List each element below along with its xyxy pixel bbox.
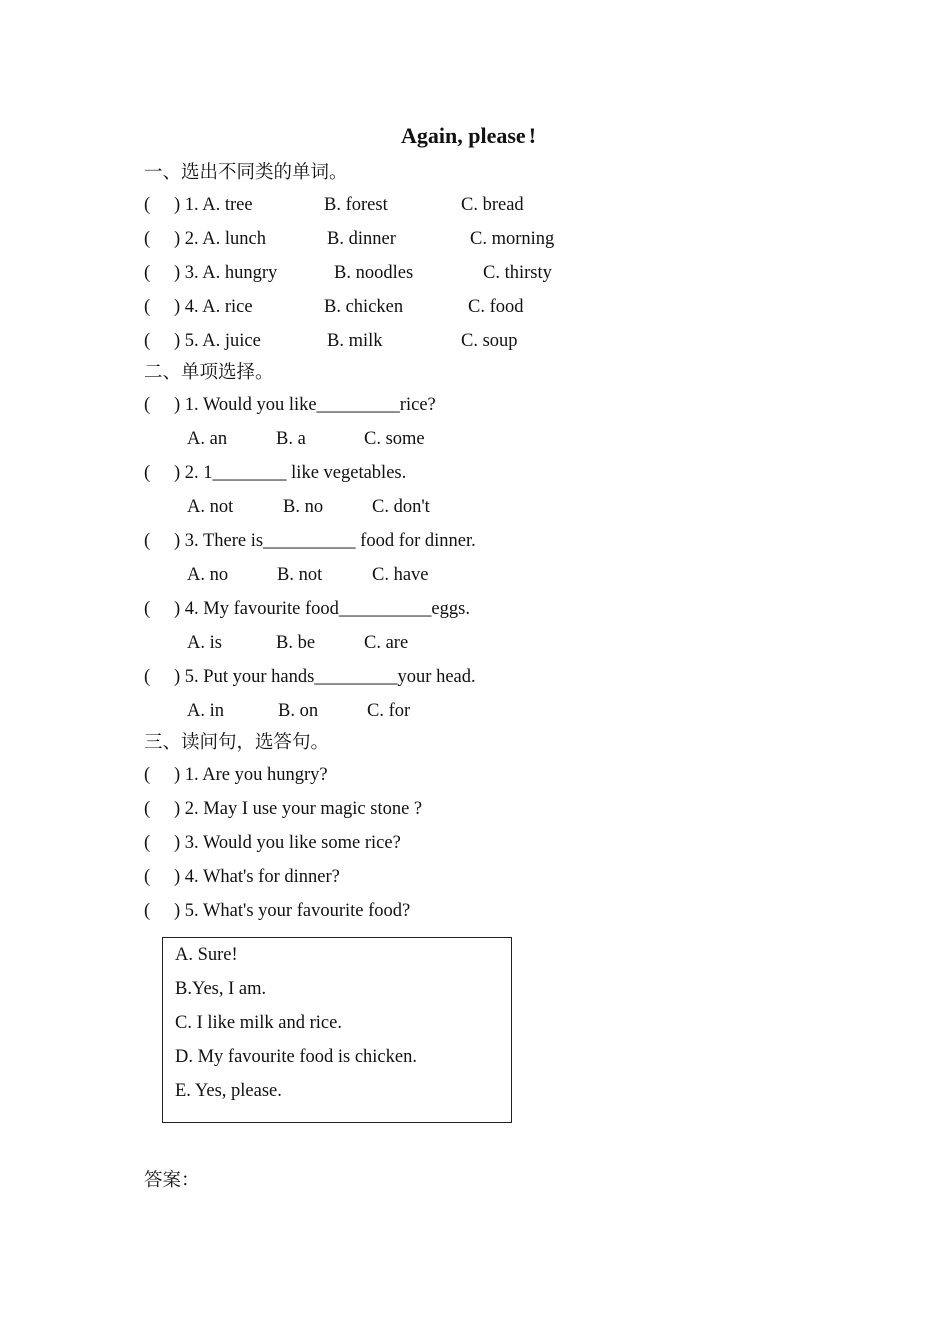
answer-label: 答案：: [144, 1171, 200, 1191]
answer-paren: (: [144, 229, 151, 249]
section-2-heading: 二、单项选择。: [144, 363, 274, 383]
section-3-heading: 三、读问句，选答句。: [144, 733, 330, 753]
title-text: Again, please: [401, 123, 526, 148]
question-text: ) 1. A. tree: [174, 195, 253, 215]
question-text: ) 5. What's your favourite food?: [174, 901, 411, 921]
option-b: B. forest: [324, 195, 388, 215]
option-c: C. food: [468, 297, 524, 317]
option-c: C. are: [364, 633, 409, 653]
option-b: B. on: [278, 701, 319, 721]
answer-paren: (: [144, 297, 151, 317]
answer-paren: (: [144, 599, 151, 619]
option-c: C. don't: [372, 497, 430, 517]
answer-paren: (: [144, 667, 151, 687]
question-text: ) 4. A. rice: [174, 297, 253, 317]
question-text: ) 3. Would you like some rice?: [174, 833, 401, 853]
option-b: B. milk: [327, 331, 383, 351]
option-b: B. be: [276, 633, 316, 653]
option-c: C. for: [367, 701, 411, 721]
question-text: ) 1. Would you like_________rice?: [174, 395, 436, 415]
question-text: ) 5. Put your hands_________your head.: [174, 667, 476, 687]
option-c: C. thirsty: [483, 263, 552, 283]
option-c: C. soup: [461, 331, 518, 351]
question-text: ) 5. A. juice: [174, 331, 261, 351]
option-a: A. not: [187, 497, 234, 517]
option-b: B. dinner: [327, 229, 396, 249]
answer-choice: D. My favourite food is chicken.: [175, 1047, 417, 1067]
answer-paren: (: [144, 833, 151, 853]
answer-paren: (: [144, 195, 151, 215]
option-b: B. chicken: [324, 297, 404, 317]
answer-paren: (: [144, 395, 151, 415]
answer-paren: (: [144, 331, 151, 351]
answer-choice: B.Yes, I am.: [175, 979, 267, 999]
answer-paren: (: [144, 901, 151, 921]
option-a: A. no: [187, 565, 229, 585]
question-text: ) 2. 1________ like vegetables.: [174, 463, 407, 483]
option-b: B. noodles: [334, 263, 414, 283]
answer-paren: (: [144, 531, 151, 551]
question-text: ) 3. A. hungry: [174, 263, 278, 283]
question-text: ) 3. There is__________ food for dinner.: [174, 531, 476, 551]
option-c: C. have: [372, 565, 429, 585]
option-a: A. an: [187, 429, 228, 449]
answer-paren: (: [144, 765, 151, 785]
answer-paren: (: [144, 867, 151, 887]
section-1-heading: 一、选出不同类的单词。: [144, 163, 348, 183]
option-b: B. a: [276, 429, 306, 449]
question-text: ) 2. May I use your magic stone ?: [174, 799, 423, 819]
option-c: C. some: [364, 429, 425, 449]
answer-paren: (: [144, 463, 151, 483]
question-text: ) 1. Are you hungry?: [174, 765, 328, 785]
answer-paren: (: [144, 263, 151, 283]
question-text: ) 4. What's for dinner?: [174, 867, 340, 887]
option-a: A. is: [187, 633, 222, 653]
option-c: C. bread: [461, 195, 524, 215]
answer-choice: E. Yes, please.: [175, 1081, 282, 1101]
title-exclamation: !: [528, 123, 537, 148]
option-b: B. no: [283, 497, 324, 517]
option-b: B. not: [277, 565, 323, 585]
answer-paren: (: [144, 799, 151, 819]
option-a: A. in: [187, 701, 224, 721]
question-text: ) 2. A. lunch: [174, 229, 266, 249]
option-c: C. morning: [470, 229, 555, 249]
answer-choice: A. Sure!: [175, 945, 238, 965]
answer-choice: C. I like milk and rice.: [175, 1013, 342, 1033]
question-text: ) 4. My favourite food__________eggs.: [174, 599, 470, 619]
page-title: [401, 125, 536, 147]
